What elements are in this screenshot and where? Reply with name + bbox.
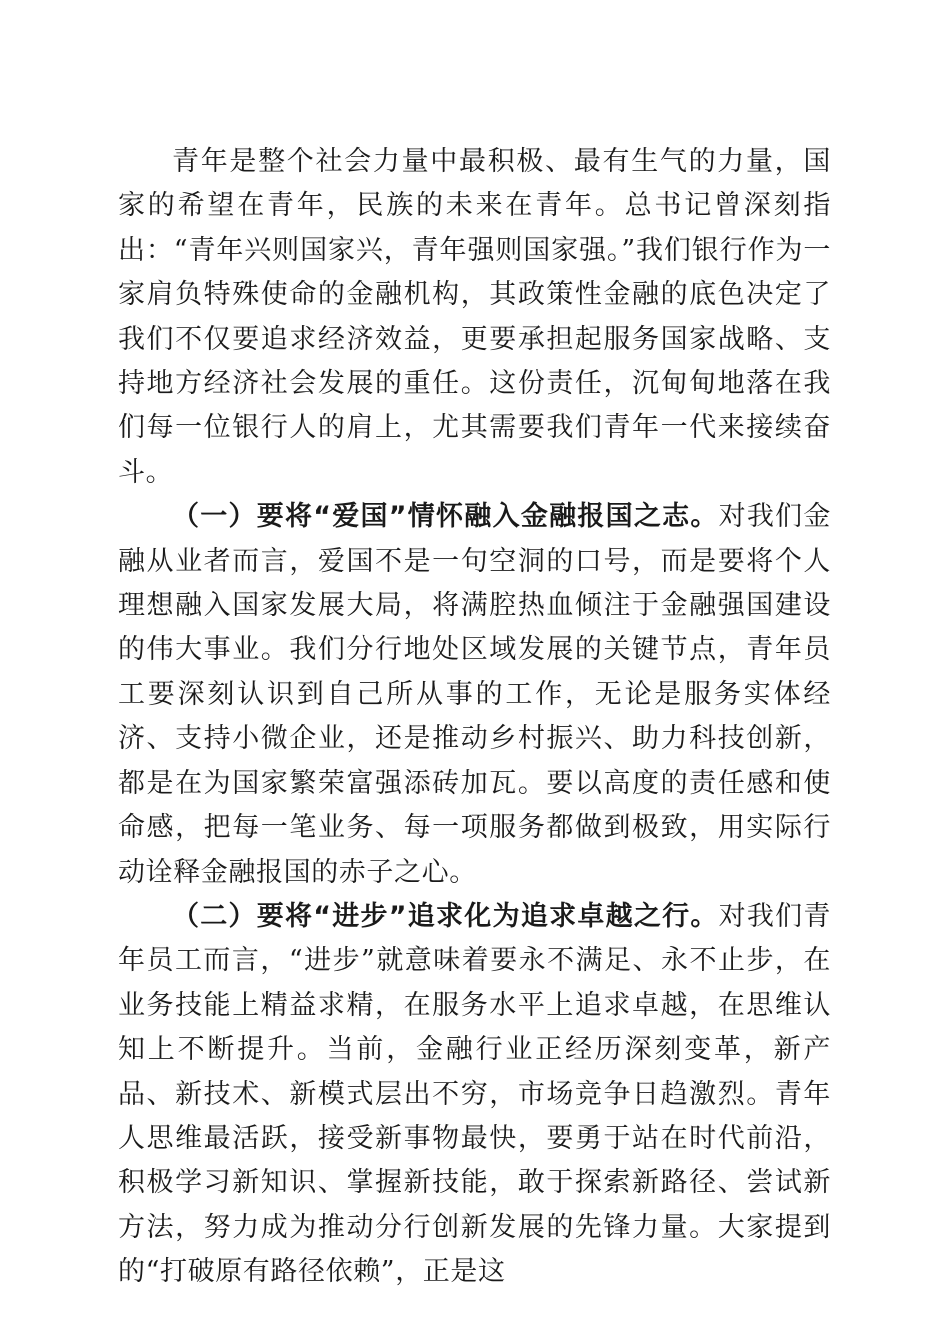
paragraph-progress	[118, 895, 831, 1295]
paragraph-intro	[118, 140, 831, 495]
document-body	[118, 140, 831, 1295]
paragraph-progress-heading: （二）要将“进步”追求化为追求卓越之行。	[172, 900, 719, 932]
paragraph-patriotism-heading: （一）要将“爱国”情怀融入金融报国之志。	[172, 501, 719, 533]
paragraph-patriotism-text: 对我们金融从业者而言，爱国不是一句空洞的口号，而是要将个人理想融入国家发展大局，将满腔热血倾注于金融强国建设的伟大事业。我们分行地处区域发展的关键节点，青年员工要深刻认识到自己所从事的工作，无论是服务实体经济、支持小微企业，还是推动乡村振兴、助力科技创新，都是在为国家繁荣富强添砖加瓦。要以高度的责任感和使命感，把每一笔业务、每一项服务都做到极致，用实际行动诠释金融报国的赤子之心。	[118, 501, 831, 888]
paragraph-progress-text: 对我们青年员工而言，“进步”就意味着要永不满足、永不止步，在业务技能上精益求精，在服务水平上追求卓越，在思维认知上不断提升。当前，金融行业正经历深刻变革，新产品、新技术、新模式层出不穷，市场竞争日趋激烈。青年人思维最活跃，接受新事物最快，要勇于站在时代前沿，积极学习新知识、掌握新技能，敢于探索新路径、尝试新方法，努力成为推动分行创新发展的先锋力量。大家提到的“打破原有路径依赖”，正是这	[118, 900, 831, 1288]
paragraph-intro-text: 青年是整个社会力量中最积极、最有生气的力量，国家的希望在青年，民族的未来在青年。总书记曾深刻指出：“青年兴则国家兴，青年强则国家强。”我们银行作为一家肩负特殊使命的金融机构，其政策性金融的底色决定了我们不仅要追求经济效益，更要承担起服务国家战略、支持地方经济社会发展的重任。这份责任，沉甸甸地落在我们每一位银行人的肩上，尤其需要我们青年一代来接续奋斗。	[118, 146, 831, 488]
paragraph-patriotism	[118, 495, 831, 895]
